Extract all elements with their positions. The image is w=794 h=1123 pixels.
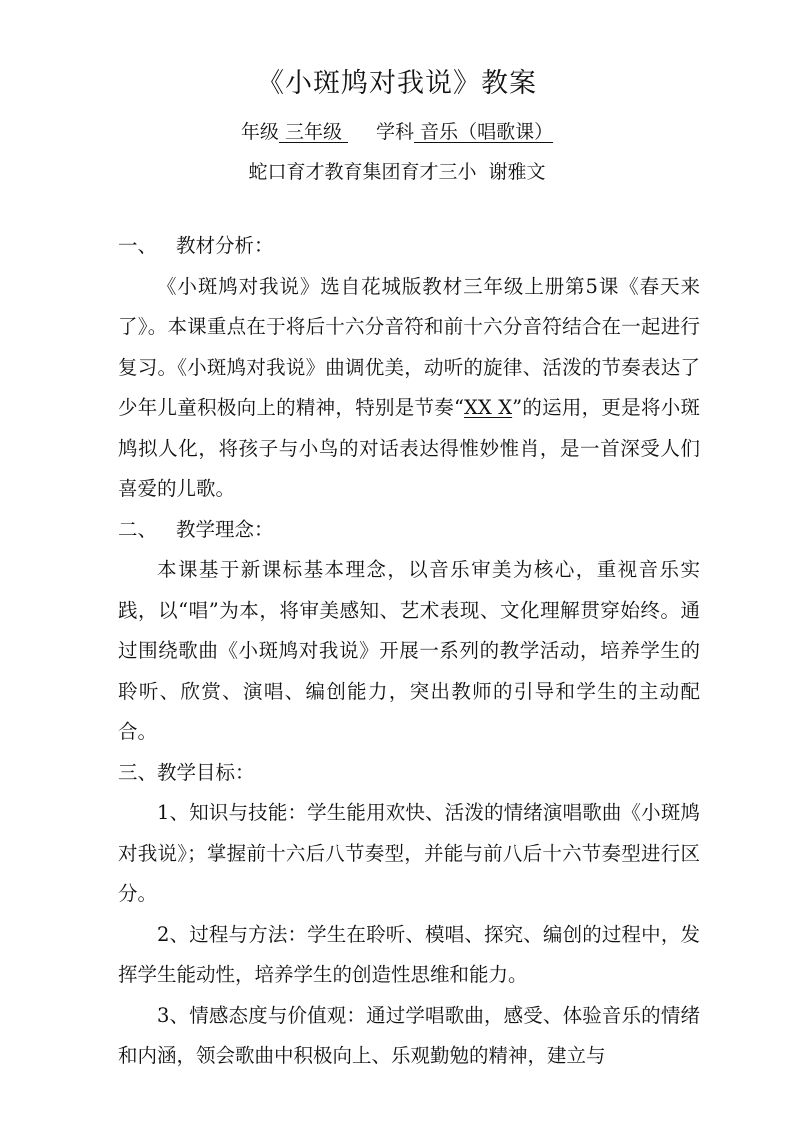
section-heading-teaching-goals: 三、教学目标： [118,760,255,784]
section-number: 一、 [118,234,158,257]
document-body [118,226,700,1077]
paragraph-text: ”的运用，更是将小斑鸠拟人化，将孩子与小鸟的对话表达得惟妙惟肖，是一首深受人们喜爱的儿歌。 [118,396,700,500]
goal-emotion-values: 3、情感态度与价值观：通过学唱歌曲，感受、体验音乐的情绪和内涵，领会歌曲中积极向上、乐观勤勉的精神，建立与 [118,1003,700,1067]
goal-knowledge-skills: 1、知识与技能：学生能用欢快、活泼的情绪演唱歌曲《小斑鸠对我说》；掌握前十六后八节奏型，并能与前八后十六节奏型进行区分。 [118,801,700,905]
section-heading-text: 教学理念： [176,517,274,541]
document-title: 《小斑鸠对我说》教案 [257,68,537,99]
author-line: 蛇口育才教育集团育才三小 谢雅文 [248,161,546,183]
goal-process-methods: 2、过程与方法：学生在聆听、模唱、探究、编创的过程中，发挥学生能动性，培养学生的创造性思维和能力。 [118,922,700,986]
subject-label: 学科 [376,121,415,143]
grade-value: 三年级 [278,121,349,143]
section-heading-text: 教材分析： [176,234,274,257]
subject-value: 音乐（唱歌课） [414,121,554,143]
section-heading-teaching-philosophy [118,510,700,551]
material-analysis-paragraph [118,267,700,510]
grade-label: 年级 [240,121,279,143]
teaching-philosophy-paragraph: 本课基于新课标基本理念，以音乐审美为核心，重视音乐实践，以“唱”为本，将审美感知、艺术表现、文化理解贯穿始终。通过围绕歌曲《小斑鸠对我说》开展一系列的教学活动，培养学生的聆听、欣赏、演唱、编创能力，突出教师的引导和学生的主动配合。 [118,558,700,743]
grade-subject-line [0,118,794,146]
paragraph-text: 《小斑鸠对我说》选自花城版教材三年级上册第5课《春天来了》。本课重点在于将后十六分音符和前十六分音符结合在一起进行复习。《小斑鸠对我说》曲调优美，动听的旋律、活泼的节奏表达了少年儿童积极向上的精神，特别是节奏“ [118,274,700,419]
section-heading-material-analysis [118,226,700,267]
section-number: 二、 [118,517,158,541]
rhythm-notation: XX X [464,396,513,419]
